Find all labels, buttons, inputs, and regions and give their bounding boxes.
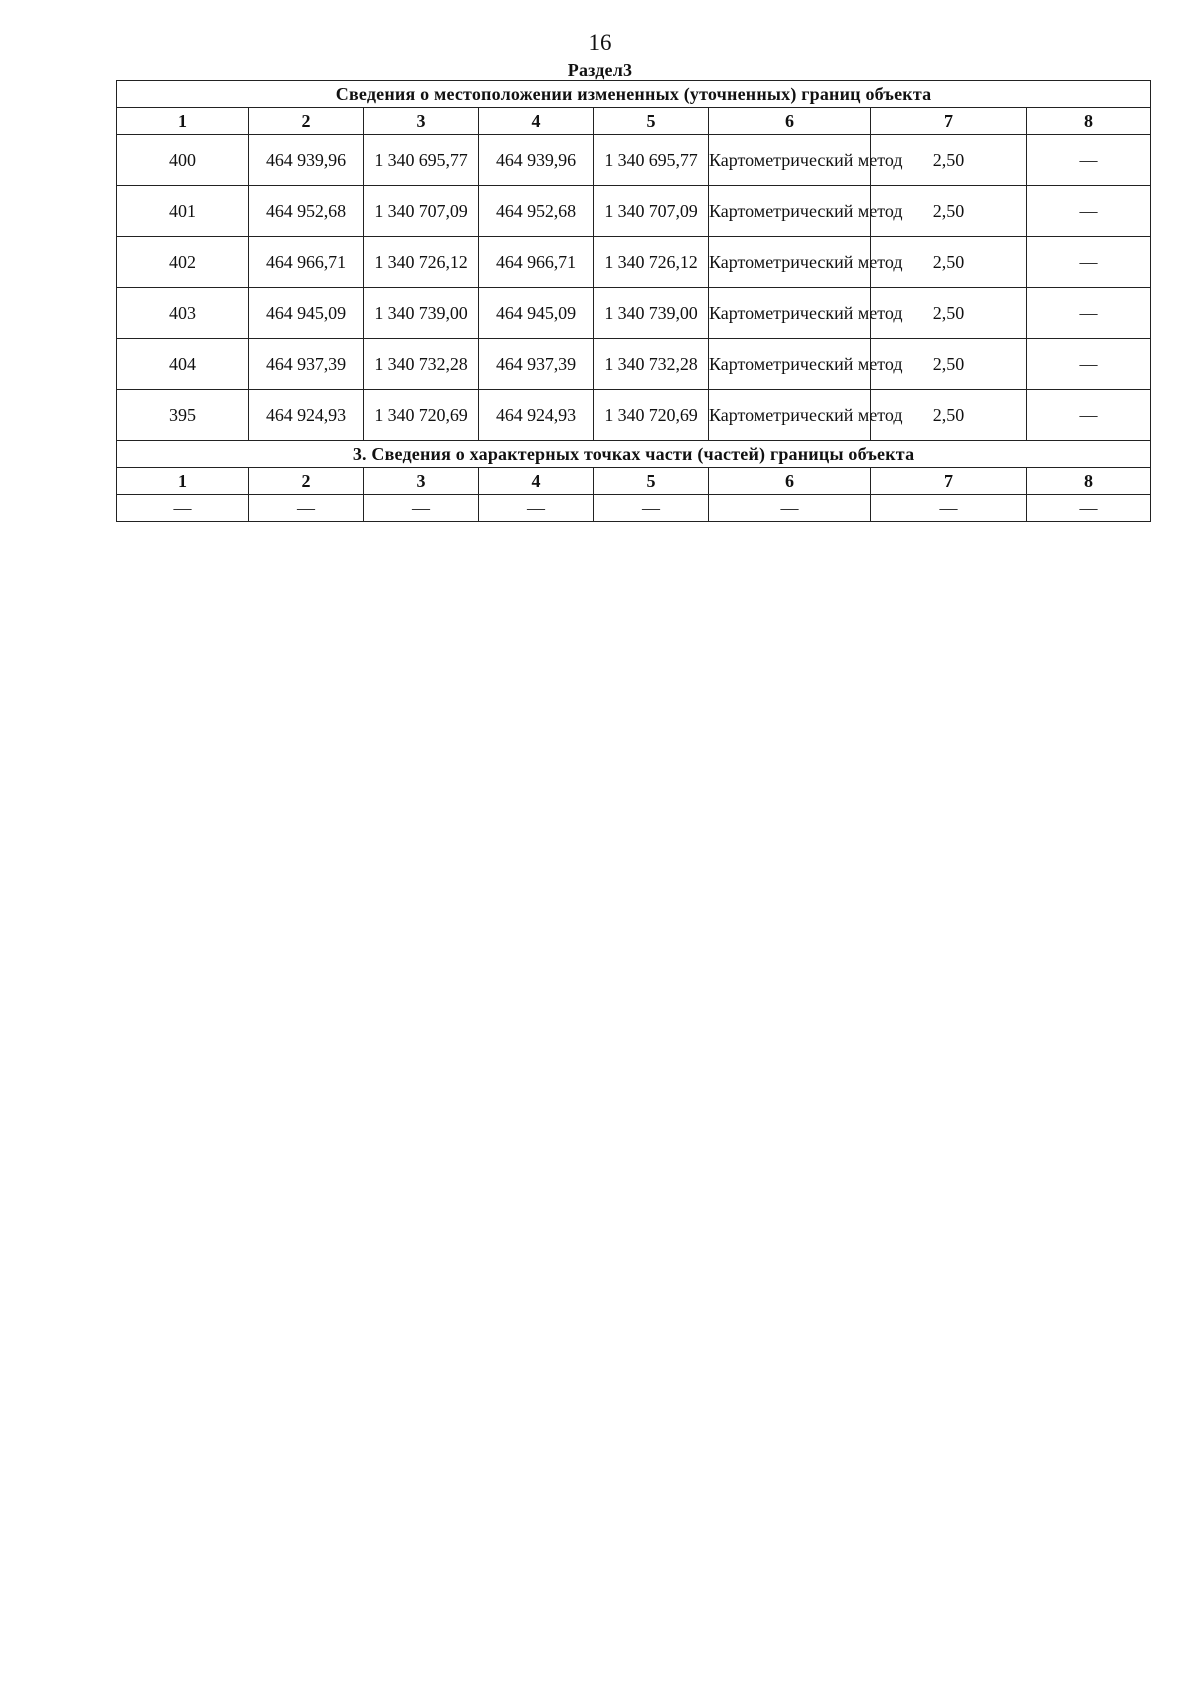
point-number: 401 [117, 186, 249, 237]
boundary-points-table [116, 80, 1151, 522]
column-number: 6 [709, 468, 871, 495]
coord-cell: 1 340 726,12 [364, 237, 479, 288]
coord-cell: 464 952,68 [249, 186, 364, 237]
dash-cell: — [1027, 339, 1151, 390]
point-number: 403 [117, 288, 249, 339]
coord-cell: 1 340 695,77 [364, 135, 479, 186]
table2-column-numbers [117, 468, 1151, 495]
coord-cell: 464 937,39 [249, 339, 364, 390]
coord-cell: 464 939,96 [249, 135, 364, 186]
coord-cell: 1 340 707,09 [364, 186, 479, 237]
column-number: 1 [117, 468, 249, 495]
point-number: 395 [117, 390, 249, 441]
method-cell: Картометрический метод [709, 135, 871, 186]
table-row [117, 390, 1151, 441]
coord-cell: 464 952,68 [479, 186, 594, 237]
method-cell: Картометрический метод [709, 390, 871, 441]
column-number: 8 [1027, 468, 1151, 495]
method-cell: Картометрический метод [709, 339, 871, 390]
column-number: 5 [594, 108, 709, 135]
dash-cell: — [1027, 288, 1151, 339]
column-number: 8 [1027, 108, 1151, 135]
accuracy-cell: 2,50 [871, 288, 1027, 339]
table-row [117, 237, 1151, 288]
column-number: 4 [479, 108, 594, 135]
coord-cell: 1 340 720,69 [594, 390, 709, 441]
coord-cell: 1 340 707,09 [594, 186, 709, 237]
dash-cell: — [871, 495, 1027, 522]
coord-cell: 1 340 720,69 [364, 390, 479, 441]
point-number: 402 [117, 237, 249, 288]
dash-cell: — [1027, 495, 1151, 522]
table1-column-numbers [117, 108, 1151, 135]
coord-cell: 1 340 732,28 [594, 339, 709, 390]
coord-cell: 464 939,96 [479, 135, 594, 186]
dash-cell: — [479, 495, 594, 522]
table2-title-row [117, 441, 1151, 468]
dash-cell: — [1027, 237, 1151, 288]
coord-cell: 464 945,09 [249, 288, 364, 339]
coord-cell: 464 966,71 [249, 237, 364, 288]
coord-cell: 464 945,09 [479, 288, 594, 339]
column-number: 3 [364, 108, 479, 135]
column-number: 4 [479, 468, 594, 495]
column-number: 7 [871, 468, 1027, 495]
dash-cell: — [1027, 390, 1151, 441]
accuracy-cell: 2,50 [871, 237, 1027, 288]
table1-title: Сведения о местоположении измененных (уточненных) границ объекта [117, 81, 1151, 108]
point-number: 400 [117, 135, 249, 186]
coord-cell: 1 340 695,77 [594, 135, 709, 186]
table1-title-row [117, 81, 1151, 108]
table-row [117, 339, 1151, 390]
page-number: 16 [588, 30, 612, 55]
coord-cell: 464 937,39 [479, 339, 594, 390]
dash-cell: — [249, 495, 364, 522]
accuracy-cell: 2,50 [871, 186, 1027, 237]
coord-cell: 1 340 739,00 [594, 288, 709, 339]
accuracy-cell: 2,50 [871, 390, 1027, 441]
column-number: 2 [249, 468, 364, 495]
column-number: 5 [594, 468, 709, 495]
coord-cell: 1 340 732,28 [364, 339, 479, 390]
dash-cell: — [1027, 135, 1151, 186]
coord-cell: 1 340 726,12 [594, 237, 709, 288]
coord-cell: 1 340 739,00 [364, 288, 479, 339]
accuracy-cell: 2,50 [871, 135, 1027, 186]
method-cell: Картометрический метод [709, 237, 871, 288]
dash-cell: — [594, 495, 709, 522]
table-row [117, 288, 1151, 339]
dash-cell: — [364, 495, 479, 522]
accuracy-cell: 2,50 [871, 339, 1027, 390]
table-row [117, 186, 1151, 237]
method-cell: Картометрический метод [709, 288, 871, 339]
column-number: 7 [871, 108, 1027, 135]
dash-cell: — [1027, 186, 1151, 237]
column-number: 3 [364, 468, 479, 495]
coord-cell: 464 966,71 [479, 237, 594, 288]
coord-cell: 464 924,93 [249, 390, 364, 441]
column-number: 1 [117, 108, 249, 135]
table-row [117, 495, 1151, 522]
column-number: 2 [249, 108, 364, 135]
dash-cell: — [117, 495, 249, 522]
point-number: 404 [117, 339, 249, 390]
table-row [117, 135, 1151, 186]
coord-cell: 464 924,93 [479, 390, 594, 441]
table2-title: 3. Сведения о характерных точках части (частей) границы объекта [117, 441, 1151, 468]
column-number: 6 [709, 108, 871, 135]
dash-cell: — [709, 495, 871, 522]
section-label: Раздел3 [567, 60, 633, 80]
method-cell: Картометрический метод [709, 186, 871, 237]
